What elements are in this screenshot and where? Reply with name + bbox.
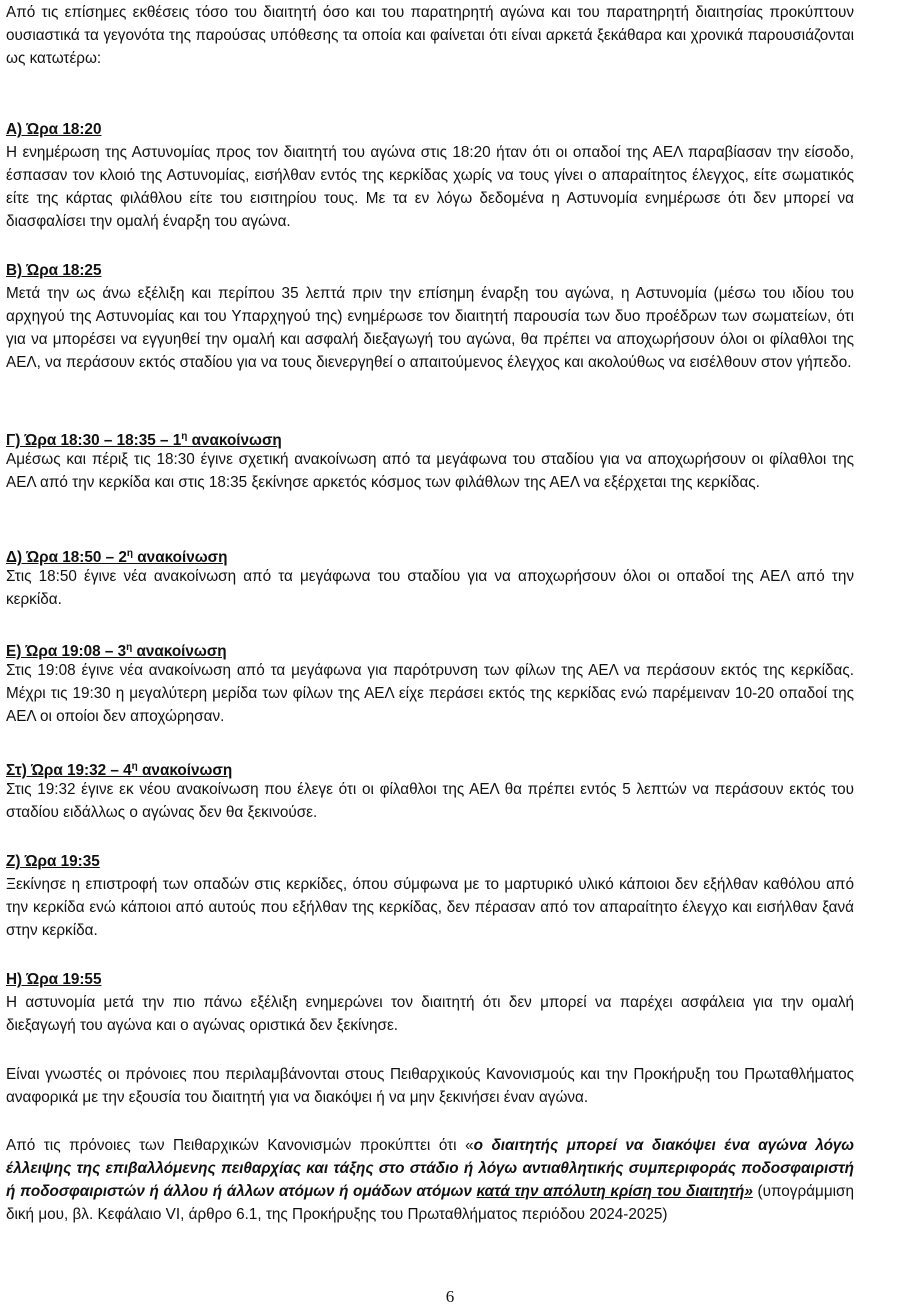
section-d-heading-sup: η (126, 548, 134, 559)
section-st-heading-text: Στ) Ώρα 19:32 – 4 (6, 762, 132, 780)
section-c-heading-text: Γ) Ώρα 18:30 – 18:35 – 1 (6, 432, 182, 450)
section-a-body: Η ενημέρωση της Αστυνομίας προς τον διαιτητή του αγώνα στις 18:20 ήταν ότι οι οπαδοί της ΑΕΛ παραβίασαν την είσοδο, έσπασαν τον κλοιό της Αστυνομίας, εισήλθαν εντός της κερκίδας χωρίς να τους γίνει ο απαραίτητος έλεγχος, είτε σωματικός είτε της κάρτας φιλάθλου είτε του εισιτηρίου τους. Με τα εν λόγω δεδομένα η Αστυνομία ενημέρωσε ότι δεν μπορεί να διασφαλίσει την ομαλή έναρξη του αγώνα. (6, 144, 854, 230)
section-z-heading: Ζ) Ώρα 19:35 (6, 853, 100, 870)
page-number: 6 (445, 1287, 455, 1306)
quote-paragraph (6, 1135, 854, 1227)
section-e-heading-text: Ε) Ώρα 19:08 – 3 (6, 643, 127, 661)
quote-underlined: κατά την απόλυτη κρίση του διαιτητή» (476, 1182, 753, 1200)
section-b-heading: Β) Ώρα 18:25 (6, 262, 102, 279)
section-z-body: Ξεκίνησε η επιστροφή των οπαδών στις κερκίδες, όπου σύμφωνα με το μαρτυρικό υλικό κάποιοι δεν εξήλθαν καθόλου από την κερκίδα ενώ κάποιοι από αυτούς που εξήλθαν της κερκίδας, δεν πέρασαν από τον απαραίτητο έλεγχο και εισήλθαν ξανά στην κερκίδα. (6, 876, 854, 939)
section-h-heading: Η) Ώρα 19:55 (6, 971, 102, 988)
section-st-heading-tail: ανακοίνωση (137, 762, 233, 780)
section-e-body: Στις 19:08 έγινε νέα ανακοίνωση από τα μεγάφωνα για παρότρυνση των φίλων της ΑΕΛ να περάσουν εκτός της κερκίδας. Μέχρι τις 19:30 η μεγαλύτερη μερίδα των φίλων της ΑΕΛ είχε περάσει εκτός της κερκίδας ενώ παρέμειναν 10-20 οπαδοί της ΑΕΛ οι οποίοι δεν αποχώρησαν. (6, 662, 854, 725)
section-c-heading-tail: ανακοίνωση (187, 432, 282, 450)
section-h-body: Η αστυνομία μετά την πιο πάνω εξέλιξη ενημερώνει τον διαιτητή ότι δεν μπορεί να παρέχει ασφάλεια για την ομαλή διεξαγωγή του αγώνα και ο αγώνας οριστικά δεν ξεκίνησε. (6, 994, 854, 1034)
section-a-heading: Α) Ώρα 18:20 (6, 121, 102, 138)
section-c-heading-sup: η (181, 431, 188, 442)
known-provisions-paragraph: Είναι γνωστές οι πρόνοιες που περιλαμβάνονται στους Πειθαρχικούς Κανονισμούς και την Προκήρυξη του Πρωταθλήματος αναφορικά με την εξουσία του διαιτητή για να διακόψει ή να μην ξεκινήσει έναν αγώνα. (6, 1066, 854, 1106)
section-e-heading-sup: η (126, 642, 133, 653)
section-d-heading-tail: ανακοίνωση (133, 549, 228, 567)
quote-bold-italic: ο διαιτητής μπορεί να διακόψει ένα αγώνα λόγω έλλειψης της επιβαλλόμενης πειθαρχίας και τάξης στο στάδιο ή λόγω αντιαθλητικής συμπεριφοράς ποδοσφαιριστή ή ποδοσφαιριστών ή άλλου ή άλλων ατόμων ή ομάδων ατόμων (6, 1137, 854, 1200)
quote-lead: Από τις πρόνοιες των Πειθαρχικών Κανονισμών προκύπτει ότι « (6, 1137, 474, 1154)
section-d-heading-text: Δ) Ώρα 18:50 – 2 (6, 549, 127, 567)
quote-tail: (υπογράμμιση δική μου, βλ. Κεφάλαιο VI, άρθρο 6.1, της Προκήρυξης του Πρωταθλήματος περιόδου 2024-2025) (6, 1182, 854, 1223)
section-d-body: Στις 18:50 έγινε νέα ανακοίνωση από τα μεγάφωνα του σταδίου για να αποχωρήσουν όλοι οι οπαδοί της ΑΕΛ από την κερκίδα. (6, 568, 854, 608)
section-b-body: Μετά την ως άνω εξέλιξη και περίπου 35 λεπτά πριν την επίσημη έναρξη του αγώνα, η Αστυνομία (μέσω του ιδίου του αρχηγού της Αστυνομίας και του Υπαρχηγού της) ενημέρωσε τον διαιτητή παρουσία των δυο προέδρων των σωματείων, ότι για να μπορέσει να εγγυηθεί την ομαλή και ασφαλή διεξαγωγή του αγώνα, θα πρέπει να αποχωρήσουν όλοι οι φίλαθλοι της ΑΕΛ, να περάσουν εκτός σταδίου για να τους διενεργηθεί ο απαιτούμενος έλεγχος και ακολούθως να εισέλθουν στον γήπεδο. (6, 285, 854, 371)
section-st-heading-sup: η (131, 761, 138, 772)
section-e-heading-tail: ανακοίνωση (132, 643, 227, 661)
intro-paragraph: Από τις επίσημες εκθέσεις τόσο του διαιτητή όσο και του παρατηρητή αγώνα και του παρατηρητή διαιτησίας προκύπτουν ουσιαστικά τα γεγονότα της παρούσας υπόθεσης τα οποία και φαίνεται ότι είναι αρκετά ξεκάθαρα και χρονικά παρουσιάζονται ως κατωτέρω: (6, 4, 854, 67)
section-st-body: Στις 19:32 έγινε εκ νέου ανακοίνωση που έλεγε ότι οι φίλαθλοι της ΑΕΛ θα πρέπει εντός 5 λεπτών να περάσουν εκτός του σταδίου ειδάλλως ο αγώνας δεν θα ξεκινούσε. (6, 781, 854, 821)
section-c-body: Αμέσως και πέριξ τις 18:30 έγινε σχετική ανακοίνωση από τα μεγάφωνα του σταδίου για να αποχωρήσουν οι φίλαθλοι της ΑΕΛ από την κερκίδα και στις 18:35 ξεκίνησε αρκετός κόσμος των φιλάθλων της ΑΕΛ να εξέρχεται της κερκίδας. (6, 451, 854, 491)
